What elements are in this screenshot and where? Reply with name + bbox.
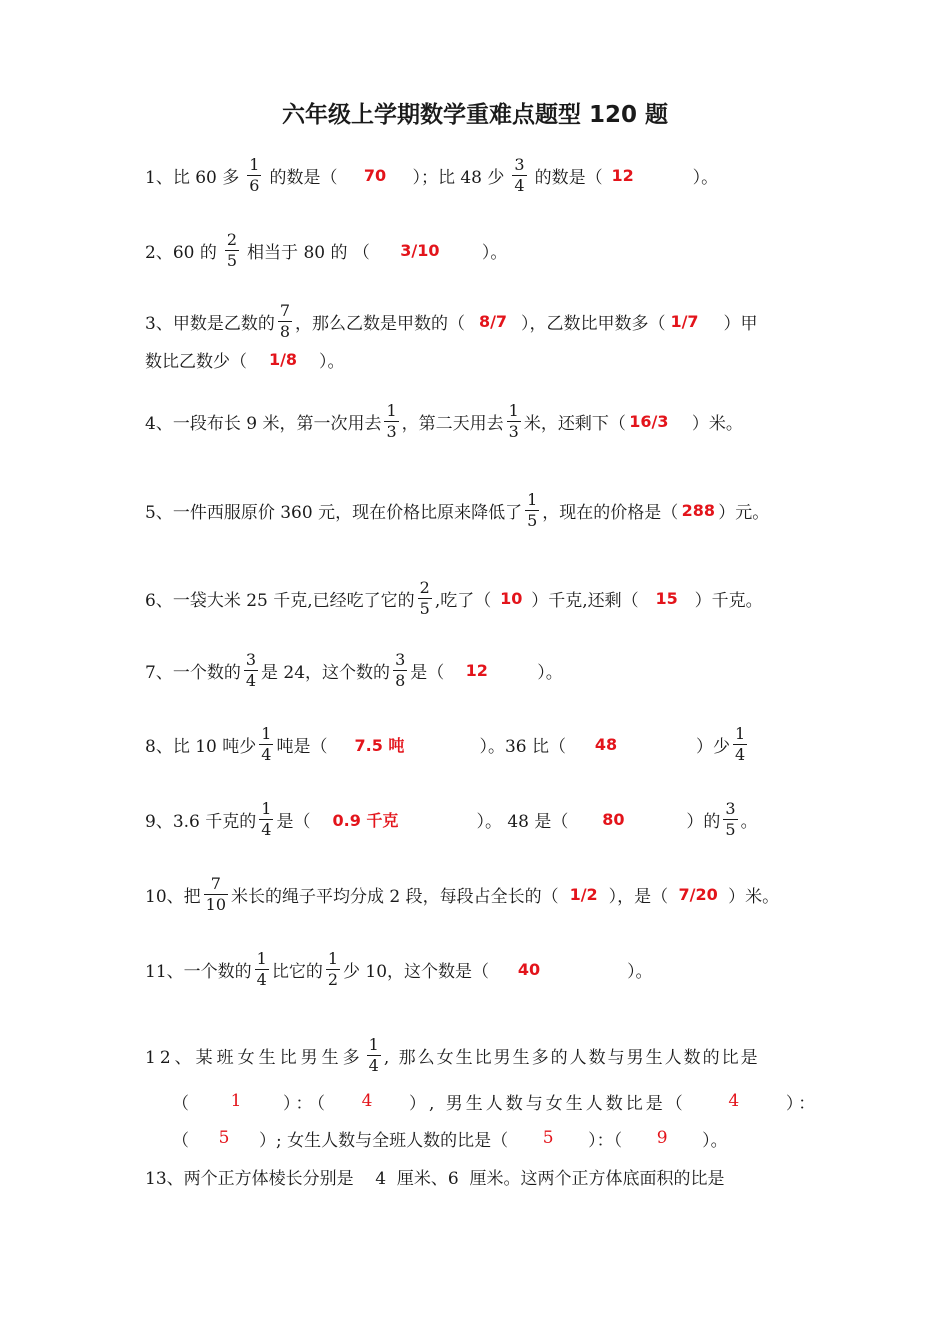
answer: 5 [218, 1128, 230, 1148]
numerator: 1 [261, 723, 272, 743]
question-text: 是（ [276, 811, 311, 832]
question-text: ），是（ [608, 886, 669, 907]
denominator: 5 [419, 598, 430, 618]
question-text: ）; 女生人数与全班人数的比是（ [259, 1130, 509, 1151]
question-text: 比它的 [271, 961, 323, 982]
fraction [525, 491, 539, 530]
question-text: ）。 [702, 1130, 728, 1151]
question-text: 是 24，这个数的 [261, 662, 391, 683]
fraction [512, 156, 526, 195]
question-6 [145, 575, 763, 621]
question-text: （ [172, 1130, 189, 1151]
answer: 8/7 [478, 311, 508, 331]
question-text: ）：（ [588, 1130, 623, 1151]
question-text: ）。 [537, 662, 563, 683]
fraction [247, 156, 261, 195]
denominator: 8 [395, 670, 406, 690]
numerator: 3 [395, 649, 406, 669]
fraction [259, 800, 273, 839]
answer: 4 [361, 1091, 377, 1111]
question-text: 吨是（ [276, 736, 328, 757]
numerator: 1 [249, 154, 260, 174]
numerator: 3 [245, 649, 257, 669]
question-text: 5、一件西服原价 360 元，现在价格比原来降低了 [145, 502, 523, 523]
numerator: 1 [368, 1034, 379, 1054]
numerator: 3 [725, 798, 736, 818]
question-5 [145, 487, 769, 533]
numerator: 1 [527, 489, 538, 509]
question-text: ）甲 [723, 313, 758, 334]
denominator: 3 [508, 421, 519, 441]
answer: 12 [611, 165, 634, 185]
denominator: 6 [249, 175, 260, 195]
numerator: 7 [279, 300, 291, 320]
question-12 [145, 1032, 760, 1078]
question-text: 的数是（ [534, 167, 603, 188]
question-text: ）。 [627, 961, 653, 982]
question-text: ，第二天用去 [401, 413, 504, 434]
question-10 [145, 871, 779, 917]
question-2 [145, 227, 507, 273]
question-text: ）千克,还剩（ [531, 590, 639, 611]
fraction [393, 651, 407, 690]
question-11 [145, 946, 653, 992]
denominator: 2 [327, 969, 339, 989]
question-1 [145, 152, 718, 198]
answer: 1/2 [569, 884, 598, 904]
answer: 7.5 吨 [354, 735, 405, 755]
question-text: 的数是（ [269, 167, 338, 188]
fraction [418, 579, 432, 618]
question-text: 3、甲数是乙数的 [145, 313, 275, 334]
denominator: 4 [261, 744, 272, 764]
question-text: ，那么乙数是甲数的（ [295, 313, 466, 334]
numerator: 3 [514, 154, 525, 174]
denominator: 4 [368, 1055, 379, 1075]
numerator: 1 [261, 798, 272, 818]
question-text: ）。 [319, 351, 345, 372]
question-text: ）： [785, 1093, 820, 1114]
question-text: 米，还剩下（ [523, 413, 626, 434]
numerator: 1 [256, 948, 267, 968]
answer: 0.9 千克 [332, 810, 399, 830]
question-text: （ [172, 1093, 193, 1114]
fraction [367, 1036, 381, 1075]
question-text: 2、60 的 [145, 242, 217, 263]
question-text: ）元。 [718, 502, 770, 523]
question-text: 米长的绳子平均分成 2 段，每段占全长的（ [231, 886, 559, 907]
question-text: 是（ [410, 662, 445, 683]
answer: 3/10 [400, 240, 440, 260]
answer: 12 [465, 660, 488, 680]
question-text: 相当于 80 的 （ [247, 242, 370, 263]
answer: 48 [594, 734, 618, 754]
answer: 15 [655, 588, 678, 608]
question-text: 少 10，这个数是（ [343, 961, 490, 982]
question-text: 6、一袋大米 25 千克,已经吃了它的 [145, 590, 415, 611]
denominator: 4 [514, 175, 525, 195]
answer: 80 [602, 809, 625, 829]
fraction [723, 800, 737, 839]
answer: 1/7 [670, 311, 699, 331]
fraction [384, 402, 398, 441]
answer: 16/3 [629, 411, 669, 431]
denominator: 3 [386, 421, 397, 441]
question-3-continued [145, 336, 345, 382]
denominator: 5 [527, 510, 538, 530]
question-text: 13、两个正方体棱长分别是 4 厘米、6 厘米。这两个正方体底面积的比是 [145, 1168, 725, 1189]
numerator: 2 [419, 577, 430, 597]
question-text: ）。 [481, 242, 508, 263]
numerator: 1 [386, 400, 397, 420]
fraction [326, 950, 340, 989]
question-text: ）。36 比（ [479, 736, 566, 757]
fraction [507, 402, 521, 441]
answer: 70 [363, 165, 387, 185]
denominator: 4 [261, 819, 272, 839]
question-7 [145, 647, 563, 693]
denominator: 4 [256, 969, 267, 989]
denominator: 5 [226, 250, 238, 270]
answer: 288 [681, 500, 715, 520]
answer: 1 [230, 1091, 246, 1111]
answer: 1/8 [268, 349, 298, 369]
denominator: 4 [245, 670, 257, 690]
fraction [244, 651, 258, 690]
question-text: ）的 [686, 811, 721, 832]
numerator: 1 [327, 948, 339, 968]
page-title: 六年级上学期数学重难点题型 120 题 [281, 102, 669, 128]
question-text: 10、把 [145, 886, 201, 907]
question-text: ）米。 [728, 886, 780, 907]
question-text: ）, 男生人数与女生人数比是（ [409, 1093, 686, 1114]
fraction [259, 725, 273, 764]
question-text: 数比乙数少（ [145, 351, 247, 372]
denominator: 8 [279, 321, 291, 341]
question-text: 4、一段布长 9 米，第一次用去 [145, 413, 382, 434]
question-text: ）千克。 [694, 590, 763, 611]
numerator: 1 [735, 723, 746, 743]
question-text: , 那么女生比男生多的人数与男生人数的比是 [383, 1047, 760, 1068]
fraction [255, 950, 269, 989]
answer: 10 [500, 588, 523, 608]
question-text: ，现在的价格是（ [542, 502, 679, 523]
answer: 5 [542, 1128, 554, 1148]
numerator: 1 [508, 400, 519, 420]
fraction [733, 725, 747, 764]
question-text: 。 [740, 811, 758, 832]
fraction [278, 302, 292, 341]
question-text: ）：（ [283, 1093, 329, 1114]
denominator: 4 [735, 744, 746, 764]
question-9 [145, 796, 758, 842]
answer: 40 [517, 959, 541, 979]
answer: 4 [728, 1091, 744, 1111]
question-13 [145, 1153, 725, 1199]
question-text: 9、3.6 千克的 [145, 811, 257, 832]
question-text: ）米。 [691, 413, 743, 434]
numerator: 7 [210, 873, 221, 893]
question-text: 7、一个数的 [145, 662, 241, 683]
denominator: 10 [205, 894, 226, 914]
answer: 9 [656, 1128, 668, 1148]
numerator: 2 [226, 229, 238, 249]
question-text: ），乙数比甲数多（ [521, 313, 666, 334]
question-4 [145, 398, 743, 444]
question-text: ）。 [692, 167, 719, 188]
question-text: 1、比 60 多 [145, 167, 240, 188]
question-text: ,吃了（ [434, 590, 492, 611]
question-text: ）少 [696, 736, 730, 757]
denominator: 5 [725, 819, 736, 839]
fraction [204, 875, 228, 914]
fraction [225, 231, 239, 270]
question-text: ）；比 48 少 [412, 167, 505, 188]
question-text: 12、某班女生比男生多 [145, 1047, 364, 1068]
question-text: 11、一个数的 [145, 961, 252, 982]
answer: 7/20 [678, 884, 718, 904]
question-8 [145, 721, 750, 767]
question-text: ）。 48 是（ [476, 811, 569, 832]
question-text: 8、比 10 吨少 [145, 736, 257, 757]
